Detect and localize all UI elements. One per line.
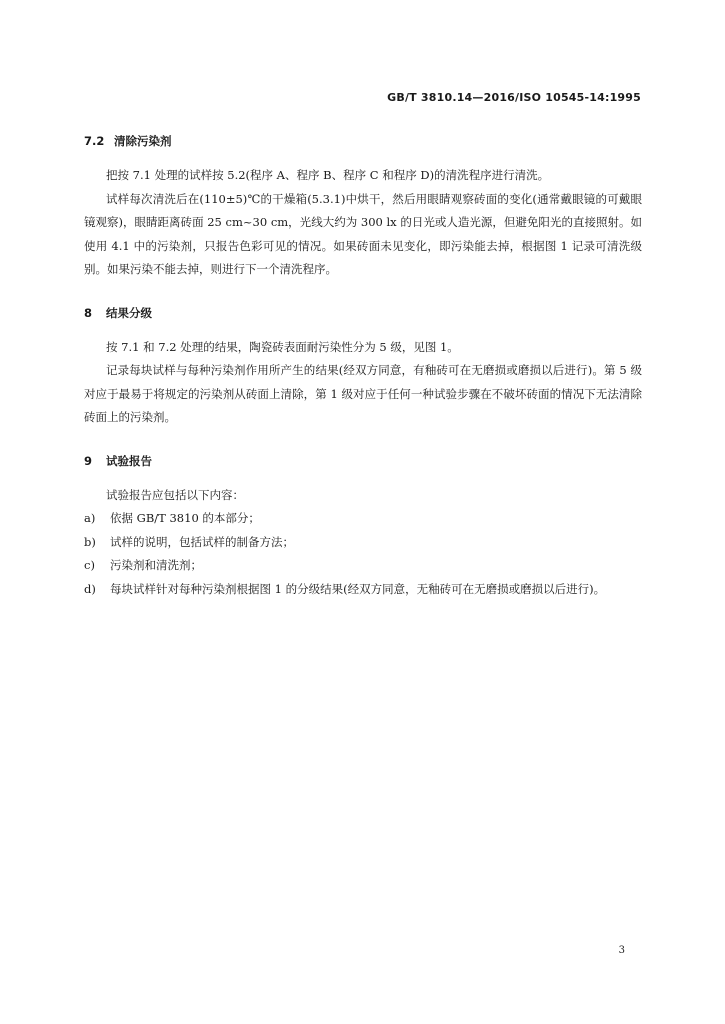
section-number: 9: [84, 453, 93, 468]
paragraph: 记录每块试样与每种污染剂作用所产生的结果(经双方同意，有釉砖可在无磨损或磨损以后进行)。第 5 级对应于最易于将规定的污染剂从砖面上清除，第 1 级对应于任何一种试验步骤在不破坏砖面的情况下无法清除砖面上的污染剂。: [84, 363, 642, 424]
section-title: 试验报告: [106, 453, 152, 468]
paragraph: 把按 7.1 处理的试样按 5.2(程序 A、程序 B、程序 C 和程序 D)的清洗程序进行清洗。: [106, 168, 550, 182]
section-title: 结果分级: [106, 305, 152, 320]
list-text: 试样的说明，包括试样的制备方法；: [110, 534, 294, 549]
list-item: [84, 507, 642, 531]
list-marker: b): [84, 534, 96, 549]
list-text: 污染剂和清洗剂；: [110, 558, 202, 572]
list-text: 依据 GB/T 3810 的本部分；: [110, 511, 260, 525]
list-marker: c): [84, 558, 95, 572]
section-9-heading: [84, 450, 642, 472]
standard-code-header: GB/T 3810.14—2016/ISO 10545-14:1995: [387, 91, 641, 104]
list-marker: a): [84, 511, 96, 525]
page-number: 3: [618, 945, 625, 956]
list-item: [84, 554, 642, 578]
section-number: 7.2: [84, 134, 105, 148]
paragraph: 试验报告应包括以下内容：: [106, 487, 244, 502]
document-body: [84, 130, 642, 601]
paragraph: 试样每次清洗后在(110±5)℃的干燥箱(5.3.1)中烘干，然后用眼睛观察砖面的变化(通常戴眼镜的可戴眼镜观察)，眼睛距离砖面 25 cm~30 cm，光线大约为 300 lx 的日光或人造光源，但避免阳光的直接照射。如使用 4.1 中的污染剂，只报告色彩可见的情况。如果砖面未见变化，即污染能去掉，根据图 1 记录可清洗级别。如果污染不能去掉，则进行下一个清洗程序。: [84, 191, 642, 276]
section-8-heading: [84, 302, 642, 324]
list-text: 每块试样针对每种污染剂根据图 1 的分级结果(经双方同意，无釉砖可在无磨损或磨损以后进行)。: [110, 581, 606, 596]
list-marker: d): [84, 581, 96, 596]
list-item: [84, 531, 642, 555]
list-item: [84, 578, 642, 602]
paragraph: 按 7.1 和 7.2 处理的结果，陶瓷砖表面耐污染性分为 5 级，见图 1。: [106, 339, 459, 354]
section-7-2-heading: [84, 130, 642, 152]
section-number: 8: [84, 305, 93, 320]
section-title: 清除污染剂: [114, 134, 172, 148]
